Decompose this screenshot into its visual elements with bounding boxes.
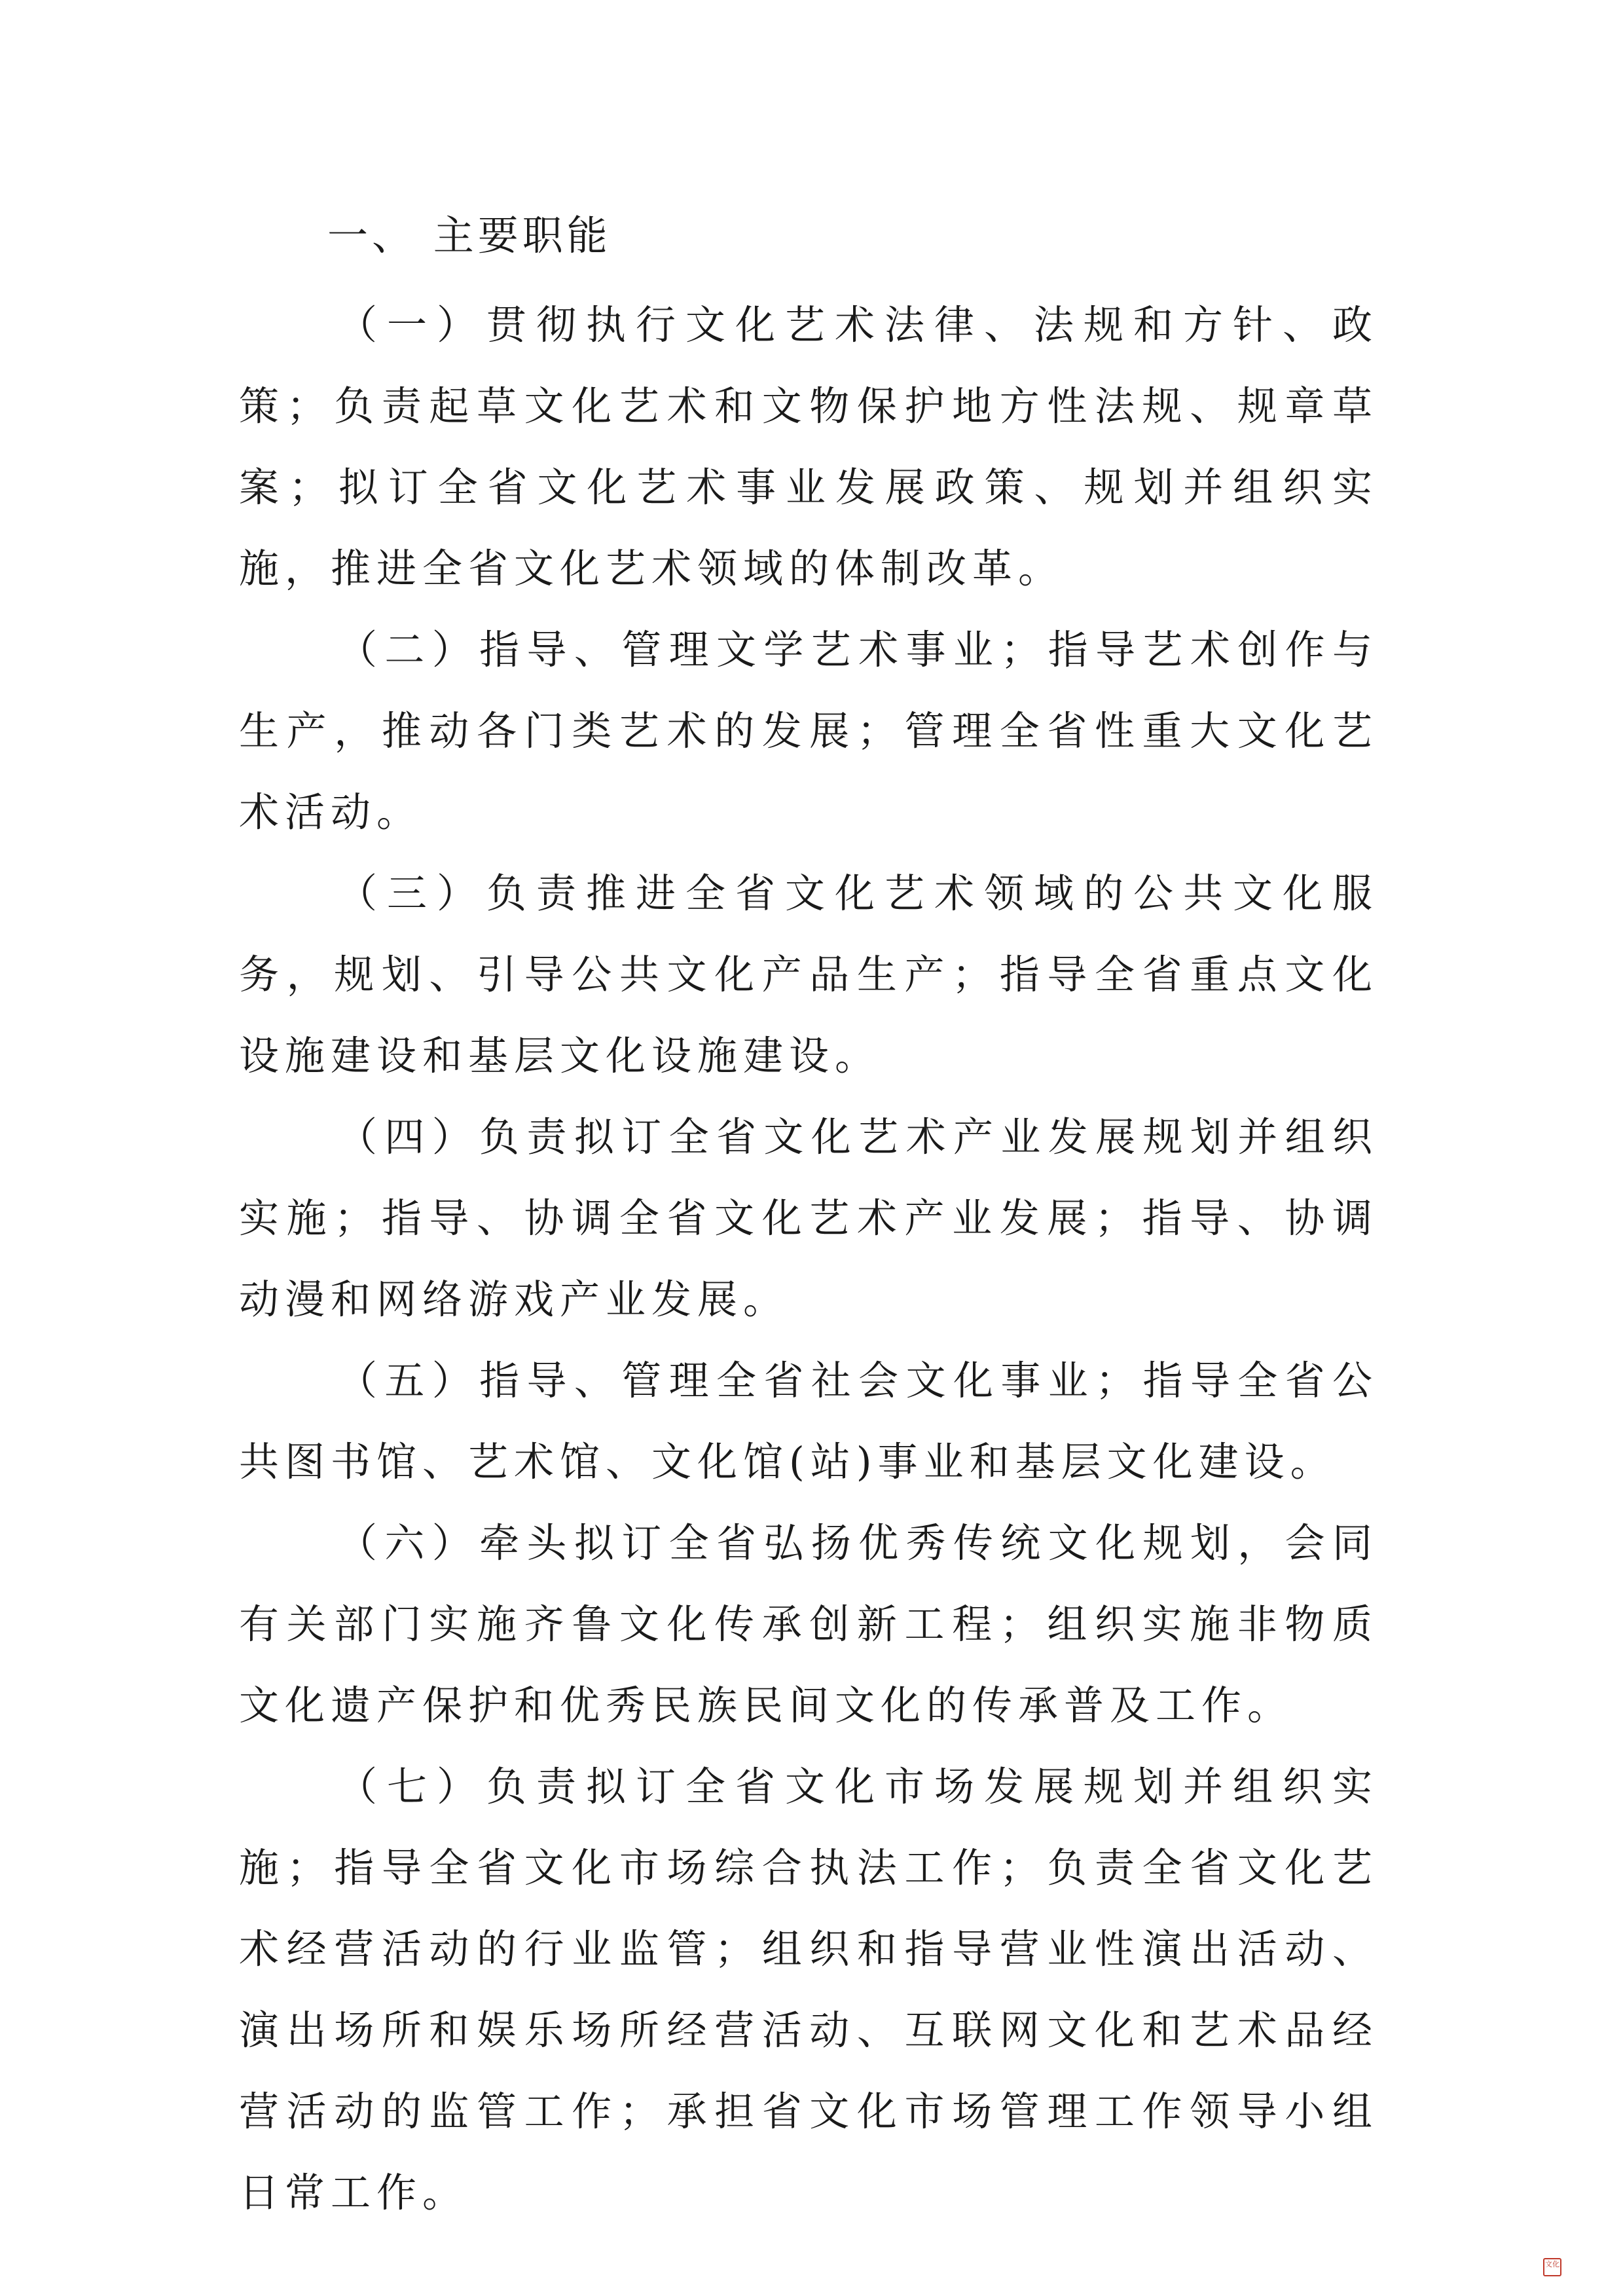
paragraph-1: （一）贯彻执行文化艺术法律、法规和方针、政策；负责起草文化艺术和文物保护地方性法规、规章草案；拟订全省文化艺术事业发展政策、规划并组织实施，推进全省文化艺术领域的体制改革。 — [239, 302, 1378, 592]
paragraph-6: （六）牵头拟订全省弘扬优秀传统文化规划，会同有关部门实施齐鲁文化传承创新工程；组织实施非物质文化遗产保护和优秀民族民间文化的传承普及工作。 — [239, 1520, 1378, 1729]
red-seal-stamp: 文化 — [1543, 2258, 1561, 2276]
paragraph-5: （五）指导、管理全省社会文化事业；指导全省公共图书馆、艺术馆、文化馆(站)事业和基层文化建设。 — [239, 1358, 1378, 1485]
paragraph-4: （四）负责拟订全省文化艺术产业发展规划并组织实施；指导、协调全省文化艺术产业发展；指导、协调动漫和网络游戏产业发展。 — [239, 1114, 1378, 1323]
section-heading: 一、 主要职能 — [327, 212, 611, 259]
body-text — [239, 285, 1378, 2234]
paragraph-2: （二）指导、管理文学艺术事业；指导艺术创作与生产，推动各门类艺术的发展；管理全省性重大文化艺术活动。 — [239, 627, 1378, 836]
paragraph-7: （七）负责拟订全省文化市场发展规划并组织实施；指导全省文化市场综合执法工作；负责全省文化艺术经营活动的行业监管；组织和指导营业性演出活动、演出场所和娱乐场所经营活动、互联网文化和艺术品经营活动的监管工作；承担省文化市场管理工作领导小组日常工作。 — [239, 1764, 1378, 2216]
paragraph-3: （三）负责推进全省文化艺术领域的公共文化服务，规划、引导公共文化产品生产；指导全省重点文化设施建设和基层文化设施建设。 — [239, 870, 1378, 1079]
